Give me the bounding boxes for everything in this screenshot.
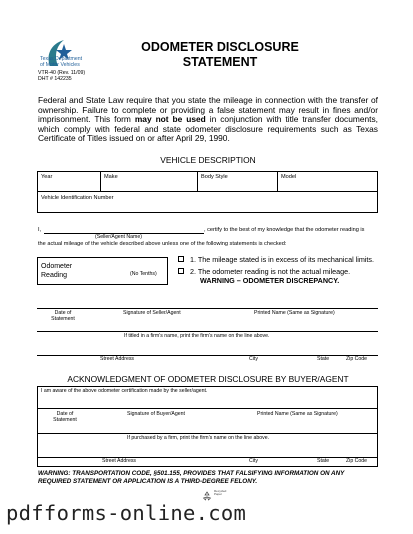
discrepancy-warning: WARNING – ODOMETER DISCREPANCY.	[200, 276, 340, 285]
watermark: pdfforms-online.com	[6, 501, 247, 525]
seller-zip-label: Zip Code	[346, 356, 368, 362]
body-style-field[interactable]: Body Style	[201, 174, 228, 180]
cert-suffix: , certify to the best of my knowledge that the odometer reading is	[204, 227, 365, 233]
recycled-paper-label: Recycled Paper	[214, 489, 227, 497]
excess-mileage-checkbox[interactable]	[178, 256, 184, 262]
intro-emphasis: may not be used	[134, 114, 206, 125]
buyer-signature-label: Signature of Buyer/Agent	[127, 411, 185, 417]
seller-city-label: City	[249, 356, 258, 362]
seller-firm-line[interactable]	[37, 331, 378, 332]
buyer-printed-name-label: Printed Name (Same as Signature)	[257, 411, 338, 417]
no-tenths-label: (No Tenths)	[130, 271, 157, 277]
statement-2: 2. The odometer reading is not the actual mileage.	[190, 267, 351, 276]
buyer-heading: ACKNOWLEDGMENT OF ODOMETER DISCLOSURE BY BUYER/AGENT	[67, 374, 349, 384]
seller-printed-name-label: Printed Name (Same as Signature)	[254, 310, 335, 316]
seller-signature-label: Signature of Seller/Agent	[123, 310, 181, 316]
buyer-state-label: State	[317, 458, 330, 464]
buyer-zip-label: Zip Code	[346, 458, 368, 464]
year-field[interactable]: Year	[41, 174, 53, 180]
buyer-city-label: City	[249, 458, 258, 464]
cert-line2: the actual mileage of the vehicle described above unless one of the following statements is checked:	[38, 241, 287, 247]
seller-date-label: Date of Statement	[51, 310, 75, 322]
felony-warning: WARNING: TRANSPORTATION CODE, §501.155, PROVIDES THAT FALSIFYING INFORMATION ON ANY REQUIRED STATEMENT OR APPLICATION IS A THIRD-DEGREE FELONY.	[38, 470, 345, 485]
cert-prefix: I,	[38, 227, 42, 233]
not-actual-mileage-checkbox[interactable]	[178, 268, 184, 274]
buyer-aware-text: I am aware of the above odometer certification made by the seller/agent.	[41, 388, 208, 394]
buyer-firm-line[interactable]	[37, 433, 378, 434]
model-field[interactable]: Model	[281, 174, 297, 180]
page-title: ODOMETER DISCLOSURE STATEMENT	[141, 40, 299, 69]
recycle-icon	[202, 488, 212, 498]
vin-field[interactable]: Vehicle Identification Number	[41, 195, 114, 201]
seller-name-label: (Seller/Agent Name)	[95, 234, 142, 240]
seller-firm-note: If titled in a firm’s name, print the firm’s name on the line above.	[124, 333, 270, 339]
buyer-section-box	[37, 386, 378, 467]
form-number: VTR-40 (Rev. 11/09) DHT # 142235	[38, 70, 86, 82]
buyer-street-label: Street Address	[102, 458, 137, 464]
vehicle-heading: VEHICLE DESCRIPTION	[160, 155, 256, 165]
intro-paragraph: Federal and State Law require that you state the mileage in connection with the transfer of ownership. Failure to complete or providing a false statement may result in fines and/or imprisonment. This form may not be used in conjunction with title transfer documents, which comply with federal and state odometer disclosure requirements such as Texas Certificate of Titles issued on or after April 29, 1990.	[38, 95, 378, 144]
odometer-label: Odometer Reading	[41, 263, 73, 279]
agency-name: Texas Department of Motor Vehicles	[40, 56, 83, 68]
seller-state-label: State	[317, 356, 330, 362]
statement-1: 1. The mileage stated is in excess of its mechanical limits.	[190, 255, 375, 264]
make-field[interactable]: Make	[104, 174, 118, 180]
buyer-date-label: Date of Statement	[53, 411, 77, 423]
buyer-firm-note: If purchased by a firm, print the firm’s name on the line above.	[127, 435, 270, 441]
seller-street-label: Street Address	[100, 356, 135, 362]
